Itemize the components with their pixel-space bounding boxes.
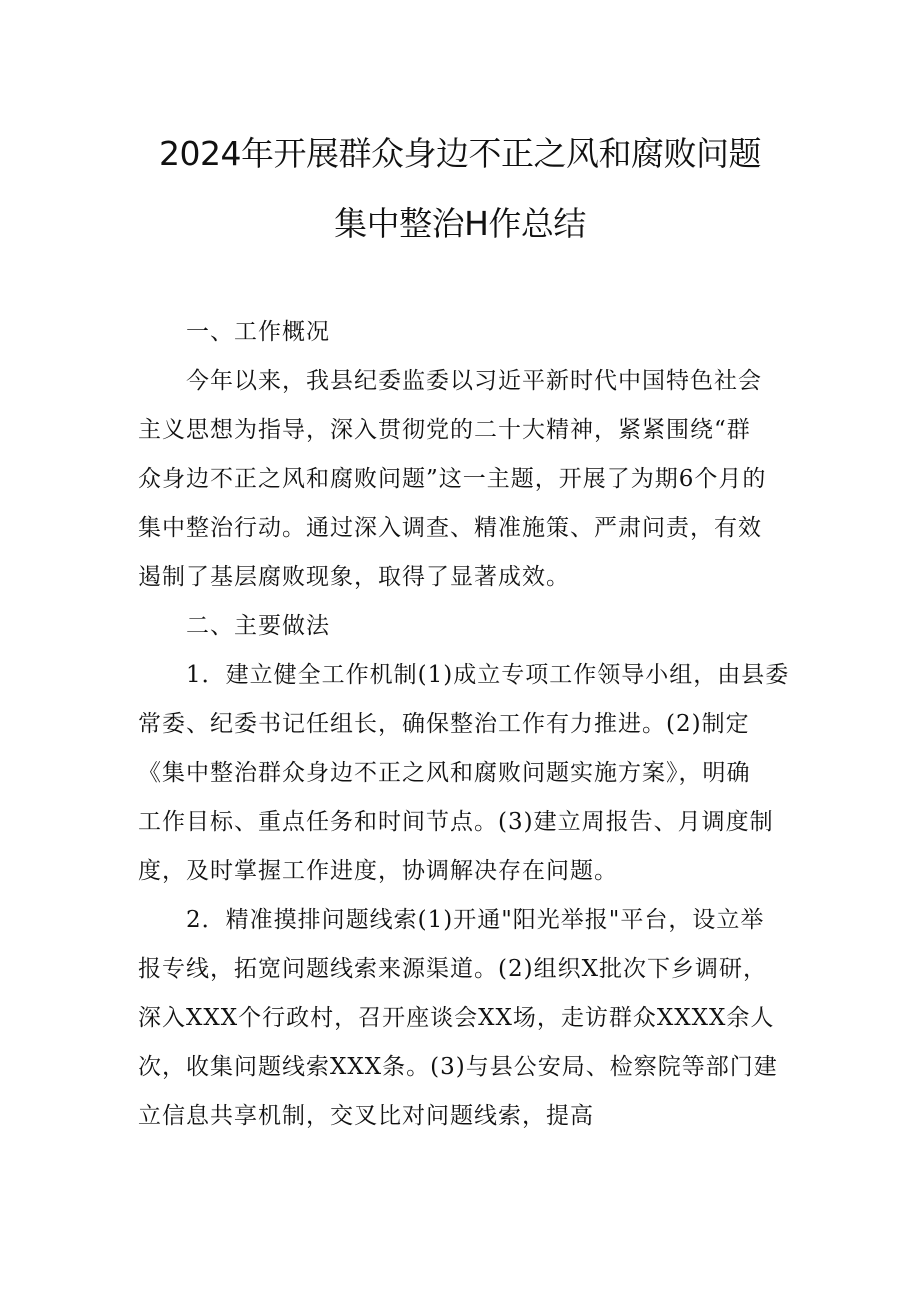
paragraph-line: 次，收集问题线索XXX条。(3)与县公安局、检察院等部门建: [138, 1054, 778, 1080]
paragraph-line: 众身边不正之风和腐败问题”这一主题，开展了为期6个月的: [138, 466, 767, 492]
paragraph-line: 常委、纪委书记任组长，确保整治工作有力推进。(2)制定: [138, 711, 750, 737]
paragraph-line: 主义思想为指导，深入贯彻党的二十大精神，紧紧围绕“群: [138, 417, 751, 443]
paragraph-line: 1．建立健全工作机制(1)成立专项工作领导小组，由县委: [186, 662, 790, 688]
document-title-line-2: 集中整治H作总结: [334, 204, 586, 243]
paragraph-line: 2．精准摸排问题线索(1)开通"阳光举报"平台，设立举: [186, 907, 765, 933]
document-body: [138, 308, 798, 1141]
paragraph-line: 《集中整治群众身边不正之风和腐败问题实施方案》，明确: [138, 760, 751, 786]
paragraph-line: 集中整治行动。通过深入调查、精准施策、严肃问责，有效: [138, 515, 762, 541]
paragraph-line: 报专线，拓宽问题线索来源渠道。(2)组织X批次下乡调研，: [138, 956, 767, 982]
section-heading-main-methods: 二、主要做法: [186, 613, 330, 639]
paragraph-line: 今年以来，我县纪委监委以习近平新时代中国特色社会: [186, 368, 762, 394]
paragraph-line: 工作目标、重点任务和时间节点。(3)建立周报告、月调度制: [138, 809, 774, 835]
document-title-line-1: 2024年开展群众身边不正之风和腐败问题: [159, 134, 761, 173]
paragraph-line: 度，及时掌握工作进度，协调解决存在问题。: [138, 858, 618, 884]
paragraph-line: 深入XXX个行政村，召开座谈会XX场，走访群众XXXX余人: [138, 1005, 775, 1031]
section-heading-overview: 一、工作概况: [186, 319, 330, 345]
paragraph-line: 立信息共享机制，交叉比对问题线索，提高: [138, 1103, 594, 1129]
paragraph-line: 遏制了基层腐败现象，取得了显著成效。: [138, 564, 570, 590]
